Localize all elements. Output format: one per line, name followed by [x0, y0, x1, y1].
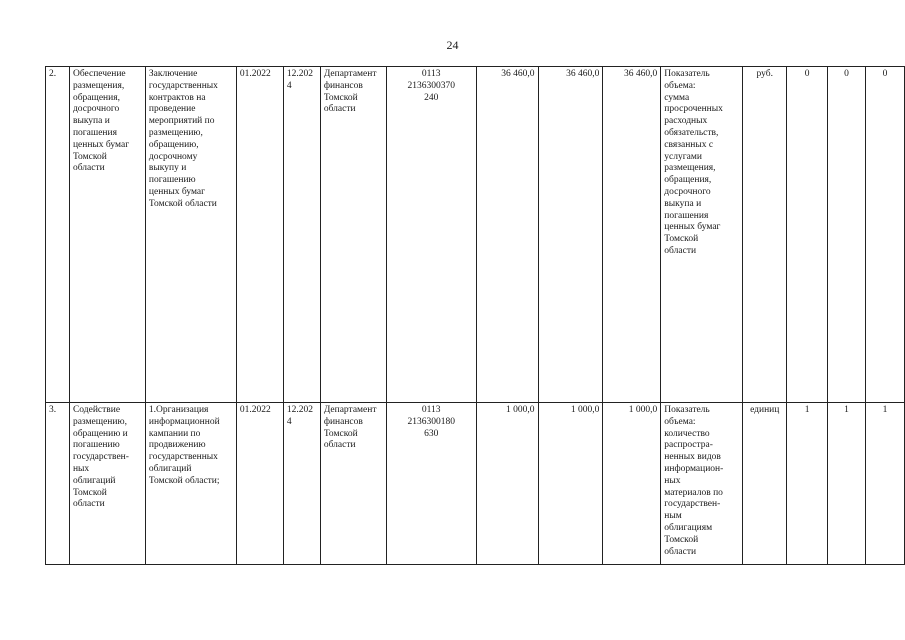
- indicator-value-1: 0: [787, 67, 828, 403]
- start-date: 01.2022: [236, 67, 283, 403]
- end-date: 12.202 4: [283, 67, 320, 403]
- task-name: Содействие размещению, обращению и погашению государствен- ных облигаций Томской области: [69, 403, 145, 565]
- indicator-name: Показатель объема: сумма просроченных расходных обязательств, связанных с услугами размещения, обращения, досрочного выкупа и погашения ценных бумаг Томской области: [661, 67, 743, 403]
- end-date: 12.202 4: [283, 403, 320, 565]
- activity-name: 1.Организация информационной кампании по продвижению государственных облигаций Томской области;: [145, 403, 236, 565]
- task-name: Обеспечение размещения, обращения, досрочного выкупа и погашения ценных бумаг Томской области: [69, 67, 145, 403]
- indicator-value-3: 1: [866, 403, 905, 565]
- executor: Департамент финансов Томской области: [320, 403, 386, 565]
- unit: руб.: [743, 67, 787, 403]
- amount-year-1: 36 460,0: [538, 67, 603, 403]
- budget-code: 0113 2136300370 240: [386, 67, 476, 403]
- amount-year-1: 1 000,0: [538, 403, 603, 565]
- unit: единиц: [743, 403, 787, 565]
- indicator-value-1: 1: [787, 403, 828, 565]
- amount-year-2: 36 460,0: [603, 67, 661, 403]
- indicator-value-2: 0: [828, 67, 866, 403]
- executor: Департамент финансов Томской области: [320, 67, 386, 403]
- row-number: 3.: [46, 403, 70, 565]
- table-row: [46, 403, 905, 565]
- page-number: 24: [446, 38, 459, 52]
- amount-total: 1 000,0: [476, 403, 538, 565]
- row-number: 2.: [46, 67, 70, 403]
- activity-name: Заключение государственных контрактов на проведение мероприятий по размещению, обращению, досрочному выкупу и погашению ценных бумаг Томской области: [145, 67, 236, 403]
- budget-code: 0113 2136300180 630: [386, 403, 476, 565]
- amount-total: 36 460,0: [476, 67, 538, 403]
- table-row: [46, 67, 905, 403]
- indicator-name: Показатель объема: количество распростра- ненных видов информацион- ных материалов по государствен- ным облигациям Томской области: [661, 403, 743, 565]
- start-date: 01.2022: [236, 403, 283, 565]
- indicator-value-2: 1: [828, 403, 866, 565]
- amount-year-2: 1 000,0: [603, 403, 661, 565]
- indicator-value-3: 0: [866, 67, 905, 403]
- program-activities-table: [45, 66, 905, 565]
